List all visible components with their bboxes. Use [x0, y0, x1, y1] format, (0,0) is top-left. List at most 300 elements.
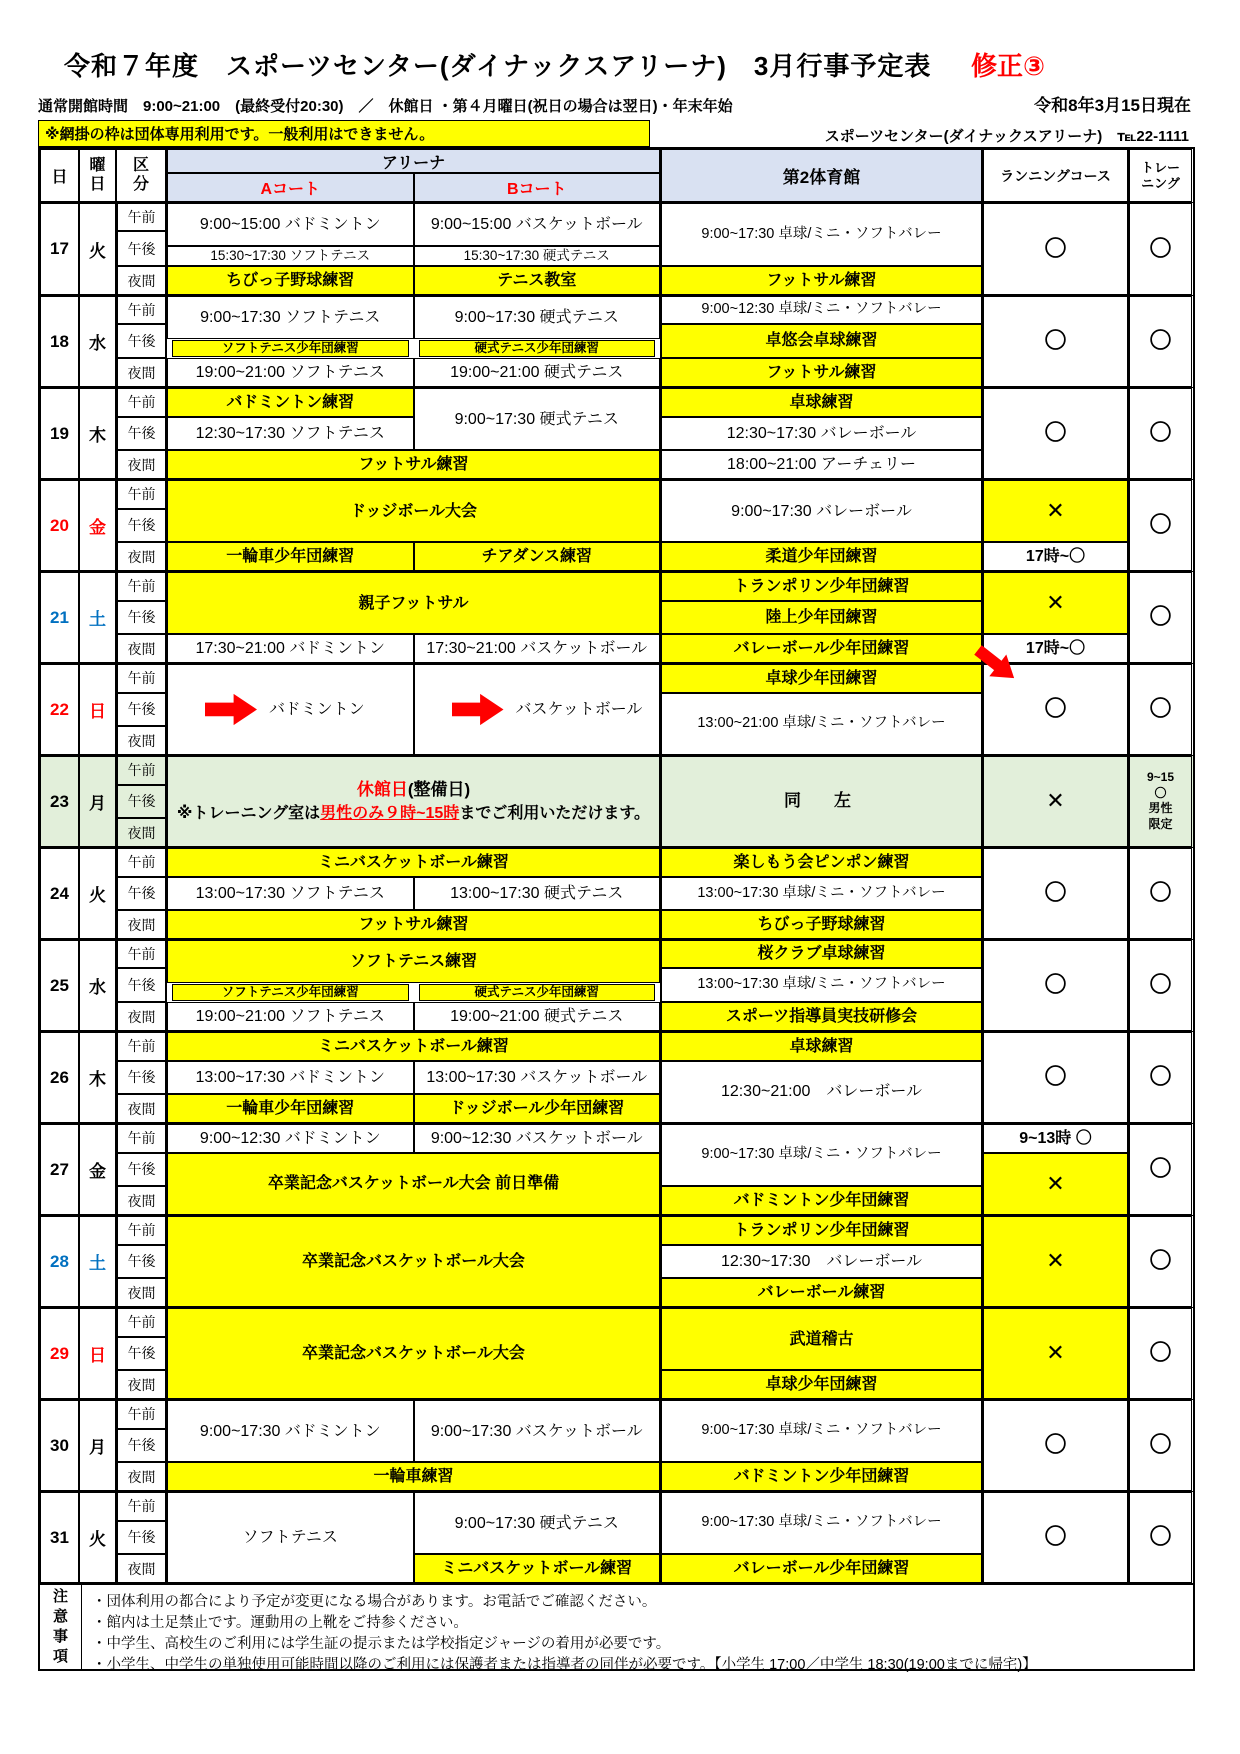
gym2-column	[660, 1216, 982, 1307]
kubun-cell: 夜間	[117, 910, 166, 939]
cell-text: ✕	[1046, 788, 1065, 814]
text-run: 休館日	[356, 780, 408, 800]
weekday-cell: 木	[79, 388, 116, 479]
cell-text: 〇	[1149, 1432, 1172, 1458]
cell-text: 〇	[1044, 328, 1067, 354]
notes-label-char: 意	[52, 1607, 68, 1625]
activity-cell	[167, 572, 660, 634]
cell-text: 硬式テニス少年団練習	[474, 984, 599, 999]
cell-text: スポーツ指導員実技研修会	[725, 1008, 918, 1026]
cell-text: バドミントン少年団練習	[733, 1468, 910, 1486]
gym2-cell	[661, 1278, 982, 1307]
col-header-training	[1128, 149, 1192, 202]
training-cell	[1129, 296, 1192, 387]
day-cell: 17	[40, 203, 79, 295]
running-cell	[983, 388, 1128, 479]
kubun-cell: 夜間	[117, 818, 166, 847]
gym2-column	[660, 296, 982, 387]
cell-text: 〇	[1044, 235, 1067, 261]
gym2-cell	[661, 296, 982, 324]
text-line	[1154, 786, 1166, 802]
day-row	[40, 1399, 1193, 1491]
kubun-cell: 午前	[117, 664, 166, 693]
cell-text: 一輪車少年団練習	[226, 548, 355, 566]
notes-label	[40, 1585, 82, 1669]
training-cell	[1129, 572, 1192, 663]
kubun-column	[116, 1124, 166, 1215]
run-column	[982, 1032, 1128, 1123]
kubun-cell: 午後	[117, 601, 166, 635]
cell-text: 卓球少年団練習	[765, 1376, 878, 1394]
running-cell	[983, 1153, 1128, 1215]
kubun-cell: 午前	[117, 1308, 166, 1337]
weekday-cell: 木	[79, 1032, 116, 1123]
gym2-column	[660, 1308, 982, 1399]
activity-cell	[414, 1124, 661, 1153]
cell-text: 〇	[1149, 420, 1172, 446]
cell-text: 17時~〇	[1025, 640, 1086, 658]
cell-text: 〇	[1149, 1248, 1172, 1274]
gym2-cell	[661, 1462, 982, 1491]
col-header-training-label: トレーニング	[1140, 159, 1180, 191]
running-cell	[983, 572, 1128, 634]
title-bar	[38, 46, 1195, 83]
arena-column	[166, 756, 660, 847]
train-column	[1128, 940, 1192, 1031]
running-cell	[983, 542, 1128, 571]
table-header	[40, 149, 1193, 203]
cell-text: ✕	[1046, 497, 1065, 523]
note-line: ・館内は土足禁止です。運動用の上靴をご持参ください。	[92, 1615, 468, 1631]
cell-text: フットサル練習	[766, 364, 877, 382]
cell-text: 17時~〇	[1025, 548, 1086, 566]
gym2-cell	[661, 1554, 982, 1583]
kubun-cell: 午後	[117, 1245, 166, 1279]
cell-text: ちびっ子野球練習	[226, 271, 355, 289]
text-run: 男性	[1148, 801, 1173, 816]
cell-text: フットサル練習	[358, 456, 469, 474]
running-cell	[983, 664, 1128, 755]
cell-text: 9:00~12:30 バスケットボール	[430, 1129, 643, 1147]
cell-text: ミニバスケットボール練習	[318, 853, 509, 871]
cell-text: 楽しもう会ピンポン練習	[733, 853, 910, 871]
train-column	[1128, 296, 1192, 387]
activity-cell	[172, 984, 409, 1002]
kubun-cell: 午前	[117, 1124, 166, 1153]
arena-column	[166, 1400, 660, 1491]
kubun-cell: 午前	[117, 1216, 166, 1245]
run-column	[982, 1492, 1128, 1583]
activity-cell	[414, 1094, 661, 1123]
cell-text: バレーボール少年団練習	[733, 1560, 910, 1578]
day-row	[40, 295, 1193, 387]
kubun-column	[116, 756, 166, 847]
kubun-cell: 夜間	[117, 1094, 166, 1123]
activity-cell	[167, 877, 414, 911]
text-run: 限定	[1148, 817, 1173, 832]
cell-text: 柔道少年団練習	[765, 548, 878, 566]
cell-text: 一輪車少年団練習	[226, 1100, 355, 1118]
gym2-cell	[661, 601, 982, 635]
kubun-column	[116, 1216, 166, 1307]
arena-column	[166, 480, 660, 571]
kubun-column	[116, 480, 166, 571]
kubun-cell: 午前	[117, 296, 166, 324]
cell-text: 9:00~17:30 バスケットボール	[430, 1422, 643, 1440]
activity-cell	[167, 1308, 660, 1399]
running-cell	[983, 848, 1128, 939]
kubun-cell: 午後	[117, 877, 166, 911]
col-header-gym2: 第2体育館	[660, 149, 982, 202]
gym2-cell	[661, 1308, 982, 1370]
cell-text: 卓球少年団練習	[765, 669, 878, 687]
kubun-column	[116, 940, 166, 1031]
weekday-cell: 水	[79, 940, 116, 1031]
kubun-cell: 午前	[117, 480, 166, 509]
activity-cell	[167, 266, 414, 295]
training-cell	[1129, 1400, 1192, 1491]
cell-text: 〇	[1149, 972, 1172, 998]
activity-cell	[414, 664, 661, 755]
weekday-cell: 火	[79, 1492, 116, 1583]
cell-text: 13:00~17:30 ソフトテニス	[195, 884, 385, 902]
gym2-cell	[661, 1245, 982, 1279]
day-cell: 22	[40, 664, 79, 755]
weekday-cell: 金	[79, 1124, 116, 1215]
gym2-cell	[661, 1370, 982, 1399]
arena-column	[166, 572, 660, 663]
training-cell	[1129, 756, 1192, 847]
tel-note: スポーツセンター(ダイナックスアリーナ) ℡22-1111	[824, 128, 1189, 145]
day-row	[40, 571, 1193, 663]
weekday-cell: 火	[79, 848, 116, 939]
gym2-cell	[661, 1492, 982, 1554]
kubun-cell: 午後	[117, 417, 166, 451]
weekday-cell: 水	[79, 296, 116, 387]
training-cell	[1129, 940, 1192, 1031]
cell-text: 〇	[1149, 1064, 1172, 1090]
kubun-cell: 夜間	[117, 1462, 166, 1491]
gym2-cell	[661, 1400, 982, 1462]
cell-text: 9:00~17:30 硬式テニス	[454, 410, 619, 428]
running-cell	[983, 940, 1128, 1031]
kubun-cell: 夜間	[117, 1002, 166, 1031]
day-row	[40, 847, 1193, 939]
cell-text: バレーボール練習	[757, 1284, 886, 1302]
running-cell	[983, 1400, 1128, 1491]
activity-cell	[167, 848, 660, 877]
text-line	[1148, 817, 1172, 833]
gym2-cell	[661, 1061, 982, 1123]
gym2-column	[660, 480, 982, 571]
gym2-cell	[661, 634, 982, 663]
notes-lines	[82, 1585, 1193, 1673]
gym2-cell	[661, 940, 982, 968]
cell-text: ✕	[1046, 589, 1065, 615]
kubun-cell: 午後	[117, 1061, 166, 1095]
gym2-column	[660, 1400, 982, 1491]
cell-text: 卒業記念バスケットボール大会	[302, 1344, 525, 1362]
weekday-cell: 金	[79, 480, 116, 571]
activity-cell	[167, 388, 414, 417]
arena-column	[166, 664, 660, 755]
notes-label-char: 事	[52, 1628, 68, 1645]
training-cell	[1129, 388, 1192, 479]
day-cell: 30	[40, 1400, 79, 1491]
activity-cell	[167, 203, 414, 246]
kubun-cell: 夜間	[117, 266, 166, 295]
training-cell	[1129, 1492, 1192, 1583]
cell-text: 9:00~15:00 バドミントン	[199, 215, 381, 233]
gym2-column	[660, 756, 982, 847]
run-column	[982, 388, 1128, 479]
run-column	[982, 480, 1128, 571]
cell-text: 13:00~17:30 卓球/ミニ・ソフトバレー	[697, 976, 946, 993]
day-cell: 27	[40, 1124, 79, 1215]
training-cell	[1129, 848, 1192, 939]
cell-text: ドッジボール大会	[349, 502, 478, 520]
text-line	[1147, 770, 1174, 786]
activity-cell	[172, 340, 409, 358]
cell-text: 9:00~17:30 卓球/ミニ・ソフトバレー	[701, 225, 942, 242]
activity-cell	[414, 634, 661, 663]
day-row	[40, 1123, 1193, 1215]
text-run: 9~15	[1146, 770, 1175, 785]
activity-cell	[167, 940, 660, 983]
activity-cell	[419, 984, 656, 1002]
cell-text: 13:00~17:30 バドミントン	[195, 1068, 386, 1086]
running-cell	[983, 1308, 1128, 1399]
cell-text: ソフトテニス少年団練習	[221, 340, 359, 355]
cell-text: 〇	[1149, 1340, 1172, 1366]
text-run: ※トレーニング室は	[176, 804, 321, 822]
cell-text: 9:00~17:30 硬式テニス	[454, 308, 619, 326]
notes-section	[38, 1585, 1195, 1671]
day-cell: 18	[40, 296, 79, 387]
cell-text: バレーボール少年団練習	[733, 640, 910, 658]
gym2-cell	[661, 664, 982, 693]
train-column	[1128, 664, 1192, 755]
gym2-cell	[661, 450, 982, 479]
notes-label-char: 項	[52, 1648, 68, 1666]
cell-text: テニス教室	[497, 271, 577, 289]
run-column	[982, 572, 1128, 663]
cell-text: バドミントン	[269, 700, 365, 718]
train-column	[1128, 1308, 1192, 1399]
col-header-court-a: Aコート	[167, 173, 414, 202]
as-of-date: 令和8年3月15日現在	[1034, 96, 1191, 115]
kubun-cell: 午前	[117, 756, 166, 785]
cell-text: 9:00~17:30 硬式テニス	[454, 1514, 619, 1532]
kubun-cell: 午前	[117, 388, 166, 417]
cell-text: バスケットボール	[515, 700, 643, 718]
kubun-cell: 午前	[117, 203, 166, 231]
gym2-column	[660, 848, 982, 939]
text-line	[1148, 801, 1172, 817]
day-row	[40, 755, 1193, 847]
note-line: ・中学生、高校生のご利用には学生証の提示または学校指定ジャージの着用が必要です。	[92, 1636, 671, 1652]
training-cell	[1129, 1032, 1192, 1123]
cell-text: 親子フットサル	[358, 594, 469, 612]
weekday-cell: 土	[79, 572, 116, 663]
cell-text: 〇	[1149, 1524, 1172, 1550]
kubun-column	[116, 1308, 166, 1399]
gym2-cell	[661, 693, 982, 755]
red-arrow-icon	[452, 692, 504, 726]
cell-text: 〇	[1149, 696, 1172, 722]
run-column	[982, 1400, 1128, 1491]
cell-text: ソフトテニス少年団練習	[221, 984, 359, 999]
cell-text: 同 左	[784, 791, 859, 811]
kubun-cell: 午前	[117, 1400, 166, 1429]
activity-cell	[419, 340, 656, 358]
cell-text: 19:00~21:00 ソフトテニス	[195, 364, 385, 382]
arena-column	[166, 1492, 660, 1583]
train-column	[1128, 480, 1192, 571]
run-column	[982, 1216, 1128, 1307]
court-headers	[167, 173, 660, 202]
schedule-body	[40, 203, 1193, 1583]
arena-column	[166, 1032, 660, 1123]
running-cell	[983, 296, 1128, 387]
col-header-running: ランニングコース	[982, 149, 1128, 202]
day-row	[40, 479, 1193, 571]
gym2-cell	[661, 388, 982, 417]
activity-cell	[414, 388, 661, 450]
opening-hours-note: 通常開館時間 9:00~21:00 (最終受付20:30) ／ 休館日 ・第４月曜日(祝日の場合は翌日)・年末年始	[38, 98, 733, 115]
day-cell: 21	[40, 572, 79, 663]
kubun-cell: 午前	[117, 1032, 166, 1061]
cell-text: ソフトテニス練習	[349, 952, 478, 970]
day-row	[40, 663, 1193, 755]
running-cell	[983, 1492, 1128, 1583]
cell-text: 〇	[1044, 420, 1067, 446]
schedule-table	[38, 147, 1195, 1585]
gym2-cell	[661, 480, 982, 542]
cell-text: 19:00~21:00 硬式テニス	[450, 364, 624, 382]
gym2-cell	[661, 324, 982, 359]
train-column	[1128, 203, 1192, 295]
cell-text: ミニバスケットボール練習	[318, 1037, 509, 1055]
run-column	[982, 664, 1128, 755]
kubun-cell: 午前	[117, 940, 166, 968]
arena-column	[166, 203, 660, 295]
gym2-column	[660, 664, 982, 755]
training-cell	[1129, 664, 1192, 755]
weekday-cell: 火	[79, 203, 116, 295]
col-header-weekday	[79, 149, 116, 202]
note-line: ・団体利用の都合により予定が変更になる場合があります。お電話でご確認ください。	[92, 1594, 657, 1610]
cell-text: 卒業記念バスケットボール大会 前日準備	[267, 1175, 560, 1193]
kubun-cell: 夜間	[117, 634, 166, 663]
train-column	[1128, 572, 1192, 663]
train-column	[1128, 1032, 1192, 1123]
cell-text: 卒業記念バスケットボール大会	[302, 1252, 525, 1270]
weekday-cell: 日	[79, 1308, 116, 1399]
cell-text: 9:00~17:30 バドミントン	[199, 1422, 381, 1440]
text-run: (整備日)	[407, 780, 471, 800]
cell-text: 〇	[1044, 972, 1067, 998]
cell-text: 卓球練習	[789, 393, 854, 411]
kubun-cell: 午後	[117, 509, 166, 543]
cell-text: トランポリン少年団練習	[733, 1221, 910, 1239]
activity-cell	[167, 1032, 660, 1061]
note-line: ・小学生、中学生の単独使用可能時間以降のご利用には保護者または指導者の同伴が必要です。【小学生 17:00／中学生 18:30(19:00までに帰宅)】	[92, 1657, 1037, 1673]
running-cell	[983, 203, 1128, 295]
kubun-column	[116, 203, 166, 295]
cell-text: 18:00~21:00 アーチェリー	[727, 456, 916, 474]
notes-label-char: 注	[52, 1587, 68, 1605]
gym2-column	[660, 203, 982, 295]
activity-cell	[167, 1094, 414, 1123]
cell-text: 19:00~21:00 硬式テニス	[450, 1008, 624, 1026]
kubun-column	[116, 1032, 166, 1123]
gym2-cell	[661, 358, 982, 387]
running-cell	[983, 480, 1128, 542]
col-header-arena-block	[166, 149, 660, 202]
activity-cell	[167, 480, 660, 542]
cell-text: 〇	[1044, 696, 1067, 722]
gym2-cell	[661, 968, 982, 1003]
kubun-cell: 夜間	[117, 542, 166, 571]
running-cell	[983, 1032, 1128, 1123]
cell-text: 13:00~17:30 硬式テニス	[450, 884, 624, 902]
arena-column	[166, 848, 660, 939]
train-column	[1128, 1216, 1192, 1307]
gym2-cell	[661, 910, 982, 939]
gym2-cell	[661, 417, 982, 451]
gym2-cell	[661, 1032, 982, 1061]
training-cell	[1129, 1124, 1192, 1215]
gym2-cell	[661, 848, 982, 877]
run-column	[982, 1308, 1128, 1399]
day-cell: 24	[40, 848, 79, 939]
day-row	[40, 387, 1193, 479]
activity-cell	[414, 1492, 661, 1554]
train-column	[1128, 1124, 1192, 1215]
day-row	[40, 1307, 1193, 1399]
kubun-column	[116, 572, 166, 663]
running-cell	[983, 1216, 1128, 1307]
cell-text: 9:00~17:30 ソフトテニス	[200, 308, 381, 326]
gym2-column	[660, 1032, 982, 1123]
activity-cell	[414, 1002, 661, 1031]
cell-text: 武道稽古	[789, 1330, 854, 1348]
cell-text: バドミントン少年団練習	[733, 1192, 910, 1210]
running-cell	[983, 1124, 1128, 1153]
activity-cell	[414, 877, 661, 911]
day-cell: 29	[40, 1308, 79, 1399]
weekday-cell: 月	[79, 756, 116, 847]
cell-text: 15:30~17:30 硬式テニス	[463, 247, 610, 263]
kubun-column	[116, 388, 166, 479]
day-row	[40, 1215, 1193, 1307]
day-row	[40, 939, 1193, 1031]
cell-text: ✕	[1046, 1248, 1065, 1274]
cell-text: 12:30~17:30 ソフトテニス	[195, 424, 385, 442]
activity-cell	[414, 1400, 661, 1462]
text-line	[357, 780, 470, 800]
cell-text: 9:00~15:00 バスケットボール	[430, 215, 643, 233]
arena-column	[166, 940, 660, 1031]
day-row	[40, 1031, 1193, 1123]
activity-cell	[414, 1554, 661, 1583]
weekday-cell: 日	[79, 664, 116, 755]
shading-note: ※網掛の枠は団体専用利用です。一般利用はできません。	[38, 120, 650, 147]
kubun-cell: 午後	[117, 231, 166, 266]
cell-text: 9~13時 〇	[1019, 1129, 1092, 1147]
activity-cell	[167, 1002, 414, 1031]
